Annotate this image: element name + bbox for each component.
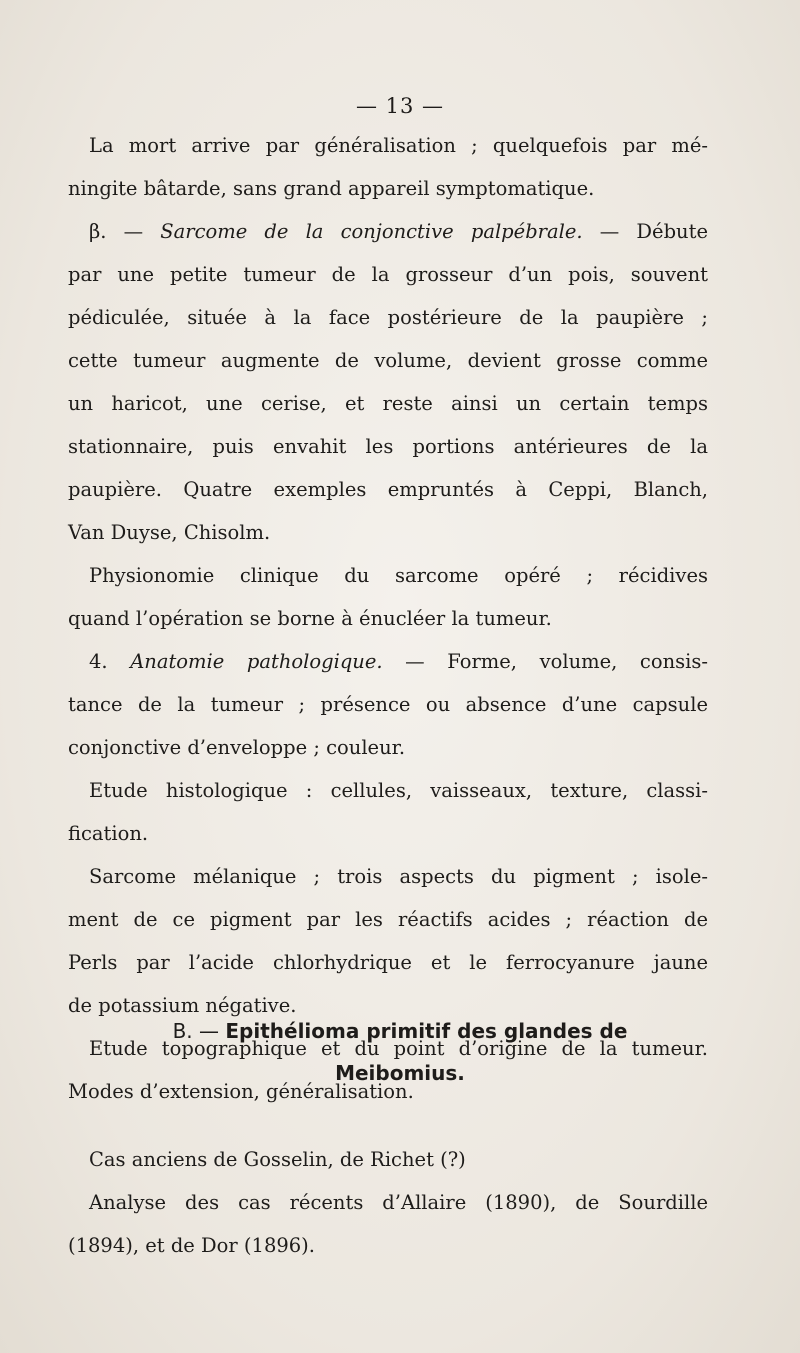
text-line: (1894), et de Dor (1896). [68, 1234, 315, 1257]
section-title: Sarcome de la conjonctive palpébrale. [160, 220, 583, 243]
text-line: Analyse des cas récents d’Allaire (1890), de Sourdille [89, 1191, 708, 1214]
text-line: fication. [68, 822, 149, 845]
text-line: un haricot, une cerise, et reste ainsi un certain temps [68, 392, 708, 415]
text-line: Modes d’extension, généralisation. [68, 1080, 414, 1103]
closing-text [68, 1138, 708, 1267]
heading-line: B. — Epithélioma primitif des glandes de [172, 1019, 628, 1043]
text-line: La mort arrive par généralisation ; quelquefois par mé- [89, 134, 708, 157]
text-line: Etude topographique et du point d’origine de la tumeur. [89, 1037, 708, 1060]
text-line: cette tumeur augmente de volume, devient grosse comme [68, 349, 708, 372]
text-line: Etude histologique : cellules, vaisseaux, texture, classi- [89, 779, 708, 802]
text-line: ment de ce pigment par les réactifs acides ; réaction de [68, 908, 708, 931]
heading-line: Meibomius. [335, 1061, 465, 1085]
body-text [68, 124, 708, 1113]
text-line: de potassium négative. [68, 994, 297, 1017]
text-line: pédiculée, située à la face postérieure de la paupière ; [68, 306, 708, 329]
text-line: conjonctive d’enveloppe ; couleur. [68, 736, 406, 759]
section-heading [0, 1010, 800, 1094]
text-line: Perls par l’acide chlorhydrique et le ferrocyanure jaune [68, 951, 708, 974]
text-line: Sarcome mélanique ; trois aspects du pigment ; isole- [89, 865, 708, 888]
text-line: ningite bâtarde, sans grand appareil symptomatique. [68, 177, 595, 200]
text-line: Van Duyse, Chisolm. [68, 521, 271, 544]
page-number: — 13 — [355, 94, 445, 118]
text-line: quand l’opération se borne à énucléer la tumeur. [68, 607, 552, 630]
text-line: paupière. Quatre exemples empruntés à Ceppi, Blanch, [68, 478, 708, 501]
text-line: par une petite tumeur de la grosseur d’un pois, souvent [68, 263, 708, 286]
text-line: tance de la tumeur ; présence ou absence d’une capsule [68, 693, 708, 716]
text-line: stationnaire, puis envahit les portions antérieures de la [68, 435, 708, 458]
text-line: β. — Sarcome de la conjonctive palpébrale. — Débute [89, 220, 708, 243]
text-line: Physionomie clinique du sarcome opéré ; récidives [89, 564, 708, 587]
section-title: Anatomie pathologique. [130, 650, 383, 673]
text-line: 4. Anatomie pathologique. — Forme, volume, consis- [89, 650, 708, 673]
text-line: Cas anciens de Gosselin, de Richet (?) [89, 1148, 466, 1171]
